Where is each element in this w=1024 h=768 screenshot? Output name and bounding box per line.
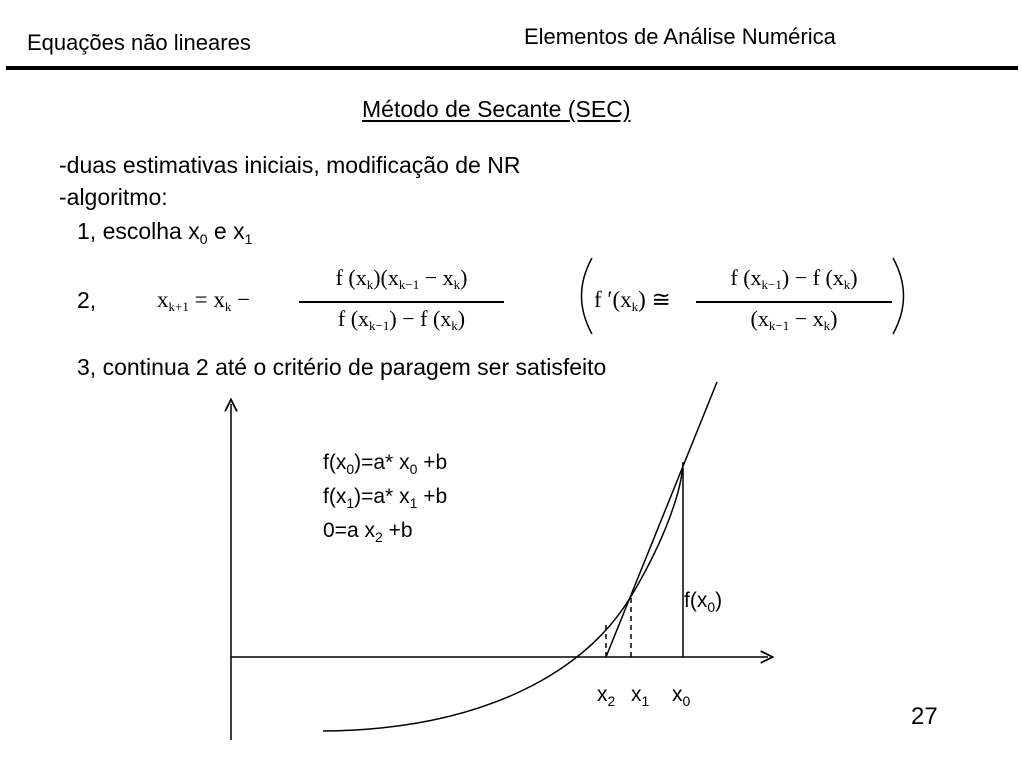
step-3: 3, continua 2 até o critério de paragem ser satisfeito	[77, 354, 607, 380]
formula-minus: −	[231, 287, 251, 312]
slide-title: Método de Secante (SEC)	[362, 96, 631, 122]
plot-eq-2: $f(x_1)=a*$ $x_1 +b$	[323, 485, 448, 511]
step-2-label: 2,	[77, 287, 97, 313]
step-1-sub1: 1	[244, 231, 253, 247]
x1-label: $x_1$	[631, 683, 650, 709]
derivative-approx-lhs: f ′(xk) ≅	[594, 287, 671, 314]
bullet-algorithm: -algoritmo:	[59, 184, 168, 210]
step-1-text: 1, escolha x	[77, 218, 200, 244]
formula-x: x	[157, 287, 169, 312]
formula-sub-k1: k+1	[168, 299, 189, 314]
formula-sub-k: k	[224, 299, 232, 314]
page-number: 27	[911, 703, 938, 730]
secant-formula-numerator: f (xk)(xk−1 − xk)	[335, 265, 468, 292]
bullet-initial-estimates: -duas estimativas iniciais, modificação de NR	[59, 152, 521, 178]
derivative-approx-numerator: f (xk−1) − f (xk)	[730, 265, 858, 292]
header-left-title: Equações não lineares	[27, 30, 251, 55]
plot-eq-3: 0=a $x_2 +b$	[323, 519, 413, 545]
fx0-label: $f(x_0)$	[684, 589, 723, 615]
x2-label: $x_2$	[597, 683, 616, 709]
secant-line	[606, 382, 717, 657]
step-1-sub0: 0	[199, 231, 208, 247]
secant-formula-denominator: f (xk−1) − f (xk)	[337, 305, 466, 333]
formula-eq: = x	[188, 287, 225, 312]
x0-label: $x_0$	[672, 683, 691, 709]
derivative-approx-denominator: (xk−1 − xk)	[750, 305, 838, 333]
plot-eq-1: $f(x_0)=a*$ $x_0 +b$	[323, 451, 448, 477]
header-right-title: Elementos de Análise Numérica	[524, 24, 836, 49]
step-1-mid: e x	[207, 218, 245, 244]
